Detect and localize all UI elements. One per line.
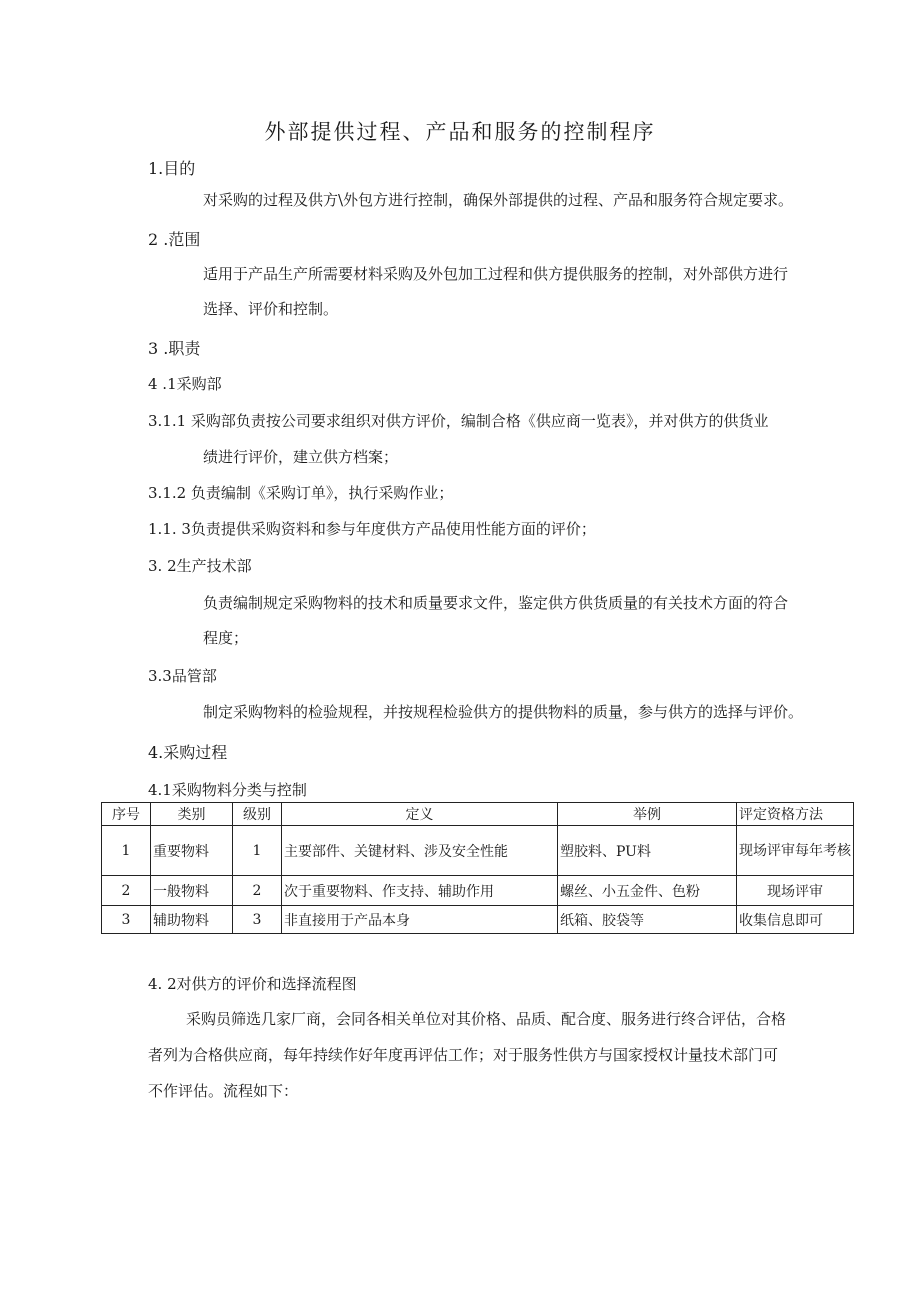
section-1-body: 对采购的过程及供方\外包方进行控制，确保外部提供的过程、产品和服务符合规定要求。	[203, 191, 794, 209]
table-cell: 次于重要物料、作支持、辅助作用	[282, 876, 558, 906]
section-4-2-heading: 4. 2对供方的评价和选择流程图	[148, 975, 357, 993]
section-2-body-line2: 选择、评价和控制。	[203, 300, 339, 318]
table-header-cell: 举例	[558, 803, 737, 826]
section-3-1-heading: 4 .1采购部	[148, 375, 222, 393]
section-3-2-line1: 负责编制规定采购物料的技术和质量要求文件，鉴定供方供货质量的有关技术方面的符合	[203, 594, 789, 612]
table-cell: 非直接用于产品本身	[282, 906, 558, 934]
table-row	[102, 876, 854, 906]
table-cell: 主要部件、关键材料、涉及安全性能	[282, 826, 558, 876]
section-3-1-1-line1: 3.1.1 采购部负责按公司要求组织对供方评价，编制合格《供应商一览表》，并对供方的供货业	[148, 412, 769, 430]
section-4-1-heading: 4.1采购物料分类与控制	[148, 781, 307, 799]
table-header-cell: 序号	[102, 803, 151, 826]
table-cell: 螺丝、小五金件、色粉	[558, 876, 737, 906]
table-header-cell: 评定资格方法	[737, 803, 854, 826]
table-cell: 2	[102, 876, 151, 906]
table-cell: 一般物料	[151, 876, 233, 906]
section-3-1-1-line2: 绩进行评价，建立供方档案；	[203, 448, 399, 466]
table-cell: 现场评审	[737, 876, 854, 906]
section-4-2-line1: 采购员筛选几家厂商，会同各相关单位对其价格、品质、配合度、服务进行终合评估，合格	[186, 1010, 787, 1028]
table-cell: 现场评审每年考核	[737, 826, 854, 876]
table-cell: 2	[233, 876, 282, 906]
section-3-3-heading: 3.3品管部	[148, 667, 217, 685]
section-4-2-line2: 者列为合格供应商，每年持续作好年度再评估工作；对于服务性供方与国家授权计量技术部门可	[148, 1046, 779, 1064]
table-row	[102, 906, 854, 934]
table-header-cell: 定义	[282, 803, 558, 826]
section-3-2-line2: 程度；	[203, 629, 249, 647]
table-cell: 收集信息即可	[737, 906, 854, 934]
section-3-1-2: 3.1.2 负责编制《采购订单》，执行采购作业；	[148, 484, 454, 502]
section-1-heading: 1.目的	[148, 159, 196, 178]
table-header-cell: 级别	[233, 803, 282, 826]
section-2-heading: 2 .范围	[148, 230, 201, 249]
table-cell: 3	[102, 906, 151, 934]
table-header-cell: 类别	[151, 803, 233, 826]
section-2-body-line1: 适用于产品生产所需要材料采购及外包加工过程和供方提供服务的控制，对外部供方进行	[203, 265, 789, 283]
table-cell: 3	[233, 906, 282, 934]
table-cell: 塑胶料、PU料	[558, 826, 737, 876]
section-3-3-body: 制定采购物料的检验规程，并按规程检验供方的提供物料的质量，参与供方的选择与评价。	[203, 703, 804, 721]
table-cell: 重要物料	[151, 826, 233, 876]
table-row	[102, 826, 854, 876]
table-header-row	[102, 803, 854, 826]
table-cell: 纸箱、胶袋等	[558, 906, 737, 934]
section-3-heading: 3 .职责	[148, 339, 201, 358]
section-3-1-3: 1.1. 3负责提供采购资料和参与年度供方产品使用性能方面的评价；	[148, 520, 596, 538]
section-3-2-heading: 3. 2生产技术部	[148, 557, 252, 575]
section-4-2-line3: 不作评估。流程如下：	[148, 1082, 299, 1100]
section-4-heading: 4.采购过程	[148, 743, 228, 762]
material-classification-table	[101, 802, 854, 934]
table-cell: 1	[233, 826, 282, 876]
document-title: 外部提供过程、产品和服务的控制程序	[264, 120, 656, 144]
table-cell: 辅助物料	[151, 906, 233, 934]
table-cell: 1	[102, 826, 151, 876]
